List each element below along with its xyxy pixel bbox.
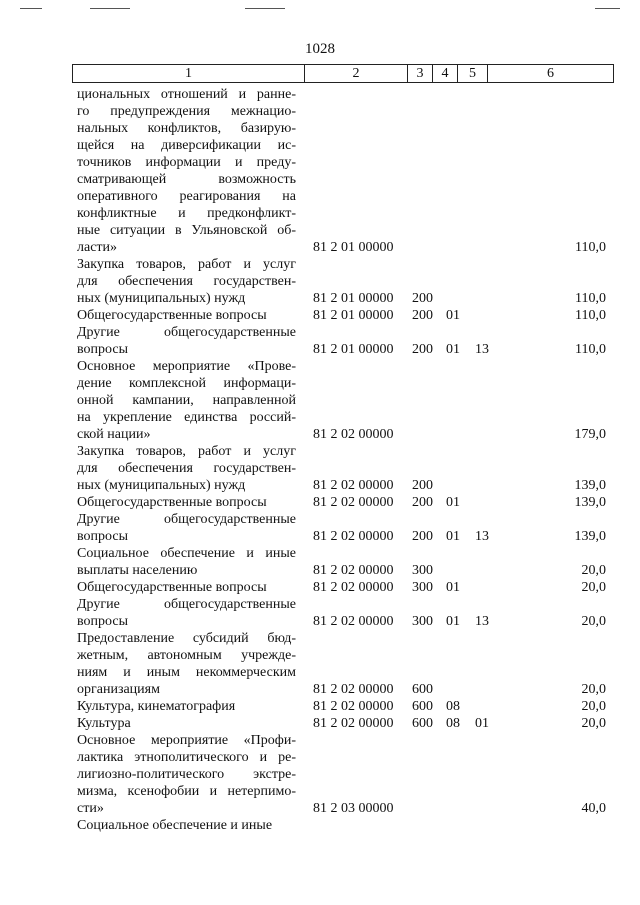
amount: 110,0 [575, 240, 606, 255]
section-code: 01 [446, 308, 460, 323]
table-row [0, 630, 640, 698]
amount: 20,0 [581, 682, 606, 697]
description-line: Другие общегосударственные [77, 512, 296, 527]
expense-type-code: 600 [412, 716, 433, 731]
table-row [0, 511, 640, 545]
description-line: ласти» [77, 240, 118, 255]
section-code: 08 [446, 716, 460, 731]
expense-type-code: 600 [412, 682, 433, 697]
table-row [0, 596, 640, 630]
description-line: сматривающей возможность [77, 172, 296, 187]
section-code: 01 [446, 342, 460, 357]
table-row [0, 545, 640, 579]
target-article-code: 81 2 02 00000 [313, 682, 394, 697]
row-description [77, 698, 296, 715]
expense-type-code: 200 [412, 291, 433, 306]
description-line: для обеспечения государствен- [77, 461, 296, 476]
description-line: ные ситуации в Ульяновской об- [77, 223, 296, 238]
section-code: 01 [446, 495, 460, 510]
section-code: 01 [446, 580, 460, 595]
expense-type-code: 200 [412, 342, 433, 357]
table-row [0, 256, 640, 307]
column-header-cell: 3 [408, 65, 433, 83]
table-row [0, 307, 640, 324]
subsection-code: 13 [475, 529, 489, 544]
target-article-code: 81 2 01 00000 [313, 308, 394, 323]
description-line: конфликтные и предконфликт- [77, 206, 296, 221]
amount: 110,0 [575, 342, 606, 357]
description-line: Другие общегосударственные [77, 325, 296, 340]
column-header-row [73, 65, 614, 83]
description-line: выплаты населению [77, 563, 198, 578]
amount: 20,0 [581, 580, 606, 595]
row-description [77, 732, 296, 817]
table-row [0, 443, 640, 494]
table-row [0, 494, 640, 511]
column-header-cell: 2 [305, 65, 408, 83]
amount: 20,0 [581, 716, 606, 731]
description-line: для обеспечения государствен- [77, 274, 296, 289]
description-line: циональных отношений и ранне- [77, 87, 296, 102]
target-article-code: 81 2 02 00000 [313, 478, 394, 493]
target-article-code: 81 2 02 00000 [313, 427, 394, 442]
description-line: Основное мероприятие «Профи- [77, 733, 296, 748]
amount: 179,0 [574, 427, 606, 442]
table-row [0, 732, 640, 817]
subsection-code: 13 [475, 342, 489, 357]
scan-artifact [245, 8, 285, 9]
description-line: дение комплексной информаци- [77, 376, 296, 391]
description-line: ных (муниципальных) нужд [77, 291, 246, 306]
row-description [77, 579, 296, 596]
column-header-cell: 1 [73, 65, 305, 83]
row-description [77, 256, 296, 307]
expense-type-code: 200 [412, 529, 433, 544]
amount: 110,0 [575, 308, 606, 323]
description-line: ных (муниципальных) нужд [77, 478, 246, 493]
expense-type-code: 300 [412, 614, 433, 629]
description-line: ниям и иным некоммерческим [77, 665, 296, 680]
description-line: вопросы [77, 614, 128, 629]
expense-type-code: 200 [412, 495, 433, 510]
table-row [0, 579, 640, 596]
expense-type-code: 300 [412, 563, 433, 578]
description-line: мизма, ксенофобии и нетерпимо- [77, 784, 296, 799]
table-row [0, 817, 640, 834]
subsection-code: 01 [475, 716, 489, 731]
target-article-code: 81 2 02 00000 [313, 495, 394, 510]
amount: 40,0 [581, 801, 606, 816]
amount: 20,0 [581, 563, 606, 578]
target-article-code: 81 2 03 00000 [313, 801, 394, 816]
row-description [77, 715, 296, 732]
row-description [77, 443, 296, 494]
description-line: Другие общегосударственные [77, 597, 296, 612]
expense-type-code: 600 [412, 699, 433, 714]
description-line: Культура, кинематография [77, 699, 236, 714]
description-line: организациям [77, 682, 160, 697]
target-article-code: 81 2 01 00000 [313, 240, 394, 255]
table-row [0, 86, 640, 256]
row-description [77, 630, 296, 698]
amount: 110,0 [575, 291, 606, 306]
description-line: жетным, автономным учрежде- [77, 648, 296, 663]
description-line: ской нации» [77, 427, 151, 442]
target-article-code: 81 2 02 00000 [313, 529, 394, 544]
table-row [0, 358, 640, 443]
table-row [0, 324, 640, 358]
subsection-code: 13 [475, 614, 489, 629]
amount: 20,0 [581, 699, 606, 714]
row-description [77, 596, 296, 630]
description-line: вопросы [77, 342, 128, 357]
description-line: Социальное обеспечение и иные [77, 546, 296, 561]
description-line: точников информации и преду- [77, 155, 296, 170]
description-line: вопросы [77, 529, 128, 544]
description-line: Общегосударственные вопросы [77, 580, 267, 595]
column-header-cell: 4 [433, 65, 458, 83]
description-line: Общегосударственные вопросы [77, 495, 267, 510]
description-line: го предупреждения межнацио- [77, 104, 296, 119]
column-header-table [72, 64, 614, 83]
target-article-code: 81 2 02 00000 [313, 699, 394, 714]
description-line: Предоставление субсидий бюд- [77, 631, 296, 646]
column-header-cell: 6 [488, 65, 614, 83]
row-description [77, 358, 296, 443]
row-description [77, 86, 296, 256]
description-line: лактика этнополитического и ре- [77, 750, 296, 765]
scan-artifact [595, 8, 620, 9]
row-description [77, 307, 296, 324]
row-description [77, 494, 296, 511]
target-article-code: 81 2 02 00000 [313, 716, 394, 731]
description-line: лигиозно-политического экстре- [77, 767, 296, 782]
row-description [77, 511, 296, 545]
section-code: 01 [446, 614, 460, 629]
expense-type-code: 200 [412, 308, 433, 323]
expense-type-code: 200 [412, 478, 433, 493]
section-code: 08 [446, 699, 460, 714]
description-line: Общегосударственные вопросы [77, 308, 267, 323]
description-line: щейся на диверсификации ис- [77, 138, 296, 153]
description-line: Закупка товаров, работ и услуг [77, 257, 296, 272]
target-article-code: 81 2 01 00000 [313, 342, 394, 357]
description-line: нальных конфликтов, базирую- [77, 121, 296, 136]
table-row [0, 715, 640, 732]
description-line: сти» [77, 801, 104, 816]
description-line: онной кампании, направленной [77, 393, 296, 408]
table-row [0, 698, 640, 715]
amount: 139,0 [574, 529, 606, 544]
amount: 139,0 [574, 478, 606, 493]
target-article-code: 81 2 02 00000 [313, 563, 394, 578]
amount: 139,0 [574, 495, 606, 510]
description-line: Социальное обеспечение и иные [77, 818, 273, 833]
expense-type-code: 300 [412, 580, 433, 595]
scan-artifact [90, 8, 130, 9]
column-header-cell: 5 [458, 65, 488, 83]
amount: 20,0 [581, 614, 606, 629]
target-article-code: 81 2 02 00000 [313, 614, 394, 629]
target-article-code: 81 2 01 00000 [313, 291, 394, 306]
row-description [77, 324, 296, 358]
description-line: Культура [77, 716, 131, 731]
description-line: на укрепление единства россий- [77, 410, 296, 425]
description-line: Закупка товаров, работ и услуг [77, 444, 296, 459]
page-number: 1028 [305, 41, 335, 57]
section-code: 01 [446, 529, 460, 544]
target-article-code: 81 2 02 00000 [313, 580, 394, 595]
scan-artifact [20, 8, 42, 9]
row-description [77, 817, 296, 834]
description-line: Основное мероприятие «Прове- [77, 359, 296, 374]
row-description [77, 545, 296, 579]
budget-table-body [0, 86, 640, 834]
description-line: оперативного реагирования на [77, 189, 296, 204]
